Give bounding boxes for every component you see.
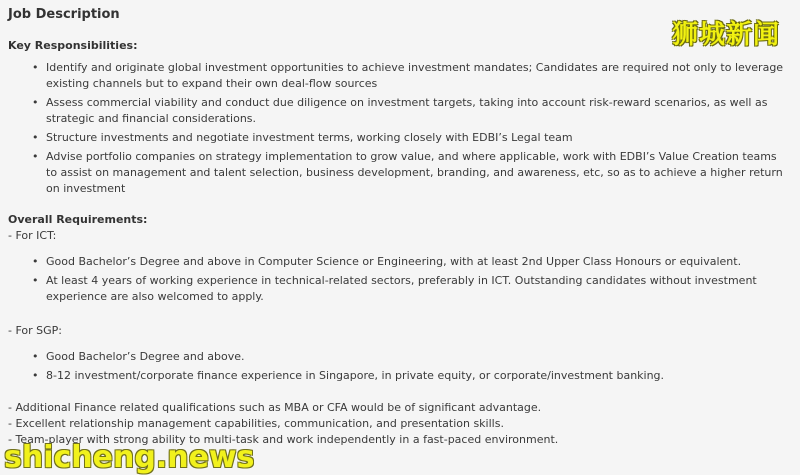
additional-requirement-line: - Additional Finance related qualifications such as MBA or CFA would be of significant advantage. bbox=[8, 401, 542, 414]
list-item: • Good Bachelor’s Degree and above. bbox=[32, 349, 790, 365]
key-responsibilities-list bbox=[8, 60, 790, 197]
overall-requirements-heading: Overall Requirements: bbox=[8, 213, 148, 226]
list-item: • Advise portfolio companies on strategy implementation to grow value, and where applicable, work with EDBI’s Value Creation teams to assist on management and talent selection, business development, branding, and awareness, etc, so as to achieve a higher return on investment bbox=[32, 149, 790, 197]
sgp-requirements-list bbox=[8, 349, 790, 384]
ict-label: - For ICT: bbox=[8, 229, 57, 242]
list-item: • Structure investments and negotiate investment terms, working closely with EDBI’s Legal team bbox=[32, 130, 790, 146]
list-item: • 8-12 investment/corporate finance experience in Singapore, in private equity, or corporate/investment banking. bbox=[32, 368, 790, 384]
watermark-english: shicheng.news bbox=[4, 440, 255, 475]
list-item: • At least 4 years of working experience in technical-related sectors, preferably in ICT. Outstanding candidates without investment experience are also welcomed to apply. bbox=[32, 273, 790, 305]
list-item: • Good Bachelor’s Degree and above in Computer Science or Engineering, with at least 2nd Upper Class Honours or equivalent. bbox=[32, 254, 790, 270]
list-item: • Identify and originate global investment opportunities to achieve investment mandates; Candidates are required not only to leverage existing channels but to expand their own deal-flow sources bbox=[32, 60, 790, 92]
ict-requirements-list bbox=[8, 254, 790, 305]
page-title: Job Description bbox=[8, 7, 120, 22]
sgp-label: - For SGP: bbox=[8, 324, 62, 337]
additional-requirement-line: - Team-player with strong ability to multi-task and work independently in a fast-paced environment. bbox=[8, 433, 559, 446]
list-item: • Assess commercial viability and conduct due diligence on investment targets, taking into account risk-reward scenarios, as well as strategic and financial considerations. bbox=[32, 95, 790, 127]
additional-requirement-line: - Excellent relationship management capabilities, communication, and presentation skills. bbox=[8, 417, 504, 430]
watermark-chinese: 狮城新闻 bbox=[671, 20, 780, 50]
key-responsibilities-heading: Key Responsibilities: bbox=[8, 39, 138, 52]
